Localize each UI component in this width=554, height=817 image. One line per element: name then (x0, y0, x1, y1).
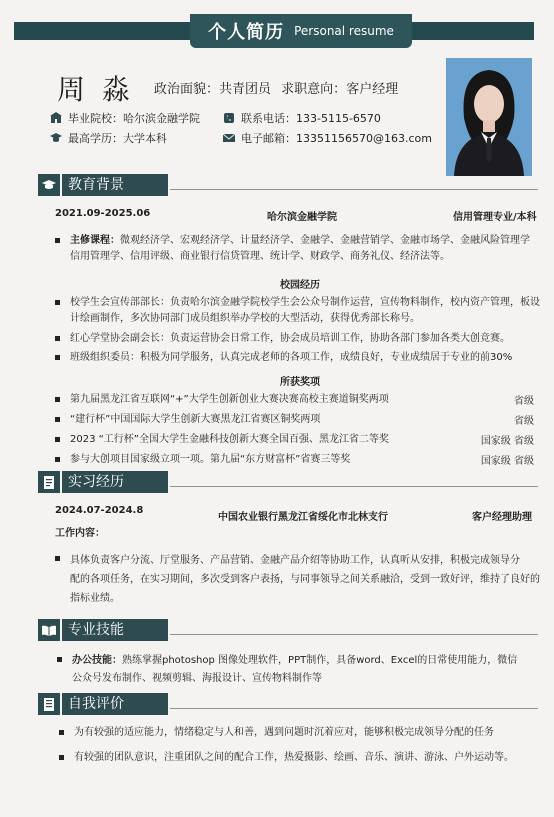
graduation-cap-icon (50, 132, 62, 144)
award-item: 2023 “工行杯”全国大学生金融科技创新大赛全国百强、黑龙江省二等奖 (54, 432, 474, 448)
resume-title-en: Personal resume (294, 24, 394, 38)
internship-company: 中国农业银行黑龙江省绥化市北林支行 (218, 512, 388, 523)
section-divider (170, 189, 538, 190)
campus-item (54, 350, 544, 366)
campus-item-line1: 校学生会宣传部部长：负责哈尔滨金融学院校学生会公众号制作运营，宣传物料制作，校内资产管理，板设 (70, 297, 540, 308)
intent-label: 求职意向： (281, 82, 347, 97)
banner-tab (190, 14, 412, 48)
courses-line1: 微观经济学、宏观经济学、计量经济学、金融学、金融营销学、金融市场学、金融风险管理学 (120, 235, 530, 246)
section-header-self-eval (38, 693, 538, 715)
book-icon (38, 619, 60, 641)
campus-item-line1: 红心学堂协会副会长：负责运营协会日常工作，协会成员培训工作，协助各部门参加各类大创竞赛。 (70, 333, 510, 344)
internship-description (54, 551, 544, 608)
section-divider (170, 486, 538, 487)
award-level: 国家级 省级 (480, 436, 534, 447)
award-level: 省级 (514, 416, 534, 427)
internship-line1: 具体负责客户分流、厅堂服务、产品营销、金融产品介绍等协助工作，认真听从安排，积极完成领导分 (70, 555, 520, 566)
self-eval-item: 为有较强的适应能力，情绪稳定与人和善，遇到问题时沉着应对，能够积极完成领导分配的任务 (58, 725, 544, 741)
award-level: 国家级 省级 (480, 456, 534, 467)
skills-line2: 公众号发布制作、视频剪辑、海报设计、宣传物料制作等 (72, 673, 322, 684)
section-title-skills: 专业技能 (62, 619, 168, 641)
intent-value: 客户经理 (346, 82, 399, 97)
section-header-internship (38, 471, 538, 493)
internship-role: 客户经理助理 (472, 512, 532, 523)
internship-line3: 指标业绩。 (70, 593, 120, 604)
skills-line1: 熟练掌握photoshop 图像处理软件，PPT制作，具备word、Excel的日常使用能力，微信 (122, 655, 518, 666)
graduation-cap-icon (38, 174, 60, 196)
phone-icon (223, 112, 235, 124)
courses-line2: 信用管理学、信用评级、商业银行信贷管理、统计学、财政学、商务礼仪、经济法等。 (70, 251, 450, 262)
campus-item-line2: 计绘画制作，多次协同部门成员组织举办学校的大型活动，获得优秀部长称号。 (70, 313, 420, 324)
award-level: 省级 (514, 396, 534, 407)
political-intent-line (154, 78, 404, 97)
email-row (223, 130, 432, 146)
internship-period: 2024.07-2024.8 (55, 505, 144, 516)
campus-item (54, 331, 544, 347)
section-divider (170, 708, 538, 709)
courses-label: 主修课程： (70, 235, 120, 246)
document-icon (38, 471, 60, 493)
section-title-education: 教育背景 (62, 174, 168, 196)
profile-photo (446, 58, 532, 176)
internship-line2: 配的各项任务，在实习期间，多次受到客户表扬，与同事领导之间关系融洽，受到一致好评，维持了良好的 (70, 574, 540, 585)
self-eval-item: 有较强的团队意识，注重团队之间的配合工作，热爱摄影、绘画、音乐、演讲、游泳、户外运动等。 (58, 750, 544, 766)
education-school: 哈尔滨金融学院 (267, 212, 337, 223)
resume-title-cn: 个人简历 (208, 22, 285, 43)
email-text: 电子邮箱：13351156570@163.com (241, 132, 432, 145)
title-banner (14, 14, 534, 46)
award-item: 参与大创项目国家级立项一项。第九届“东方财富杯”省赛三等奖 (54, 452, 474, 468)
skills-label: 办公技能： (72, 655, 122, 666)
phone-text: 联系电话：133-5115-6570 (241, 112, 381, 125)
section-title-internship: 实习经历 (62, 471, 168, 493)
envelope-icon (223, 132, 235, 144)
skills-item (56, 652, 544, 688)
courses-item (54, 233, 544, 265)
building-icon (50, 112, 62, 124)
school-text: 毕业院校：哈尔滨金融学院 (68, 112, 200, 125)
campus-item (54, 295, 544, 327)
portrait-image (446, 58, 532, 176)
award-item: “建行杯”中国国际大学生创新大赛黑龙江省赛区铜奖两项 (54, 412, 474, 428)
award-item: 第九届黑龙江省互联网“+”大学生创新创业大赛决赛高校主赛道铜奖两项 (54, 392, 474, 408)
awards-title: 所获奖项 (280, 377, 320, 388)
section-header-education (38, 174, 538, 196)
political-value: 共青团员 (219, 82, 272, 97)
political-label: 政治面貌： (154, 82, 220, 97)
campus-item-line1: 班级组织委员：积极为同学服务，认真完成老师的各项工作，成绩良好，专业成绩居于专业的前30% (70, 352, 513, 363)
degree-text: 最高学历：大学本科 (68, 132, 167, 145)
school-row (50, 110, 200, 126)
section-divider (170, 634, 538, 635)
degree-row (50, 130, 167, 146)
person-name: 周 淼 (57, 73, 134, 106)
section-title-self-eval: 自我评价 (62, 693, 168, 715)
internship-content-label: 工作内容： (55, 528, 105, 539)
campus-title: 校园经历 (280, 280, 320, 291)
phone-row (223, 110, 381, 126)
education-major: 信用管理专业/本科 (453, 212, 537, 223)
section-header-skills (38, 619, 538, 641)
id-card-icon (38, 693, 60, 715)
education-period: 2021.09-2025.06 (55, 208, 151, 219)
